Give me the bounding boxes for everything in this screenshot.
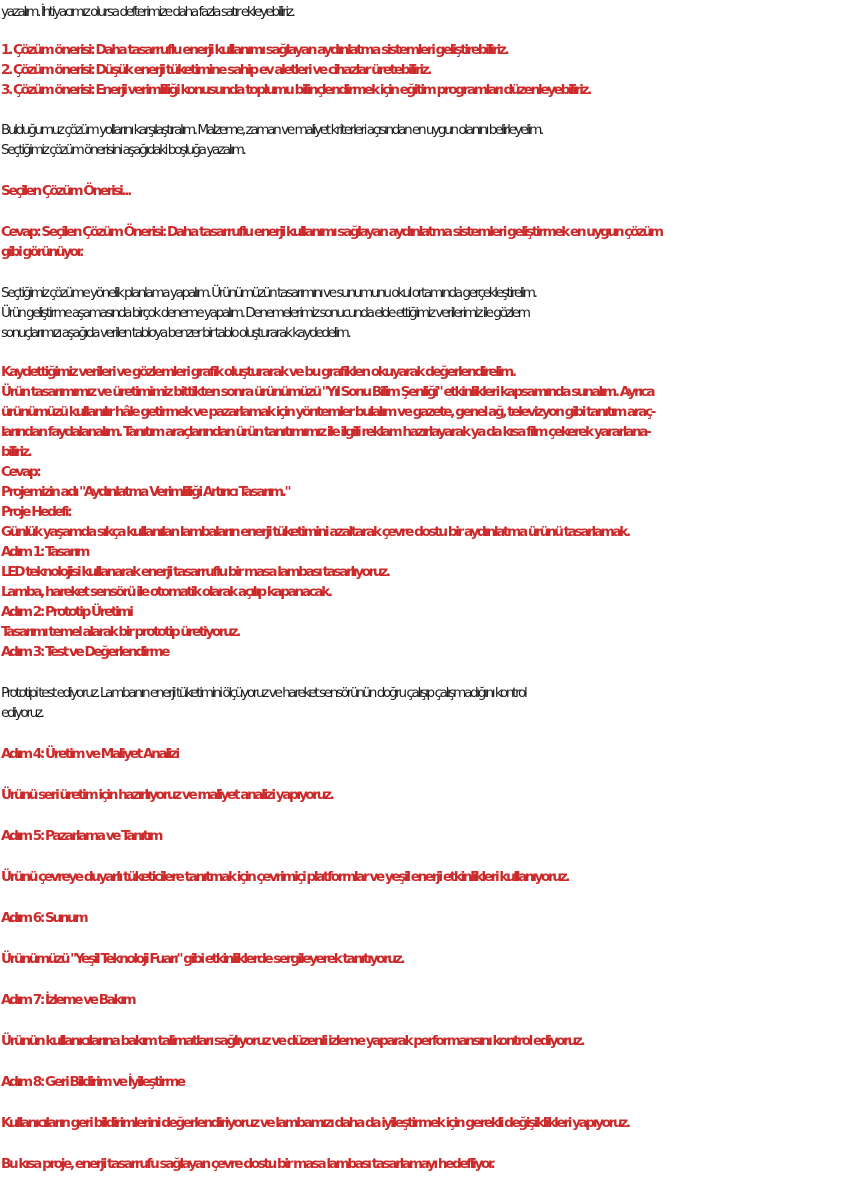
text-line: Adım 5: Pazarlama ve Tanıtım [1, 828, 162, 844]
text-block [1, 949, 864, 969]
text-block [1, 2, 864, 22]
text-line: Günlük yaşamda sıkça kullanılan lambaların enerji tüketimini azaltarak çevre dostu bir aydınlatma ürünü tasarlamak. [1, 524, 629, 540]
text-line: Cevap: [1, 464, 40, 480]
text-line: Ürünü çevreye duyarlı tüketicilere tanıtmak için çevrimiçi platformlar ve yeşil enerji etkinlikleri kullanıyoruz. [1, 869, 569, 885]
text-line: Adım 3: Test ve Değerlendirme [1, 644, 169, 660]
text-line: ediyoruz. [1, 705, 43, 721]
text-line: Adım 1: Tasarım [1, 544, 89, 560]
text-block [1, 283, 864, 343]
text-block [1, 744, 864, 764]
text-line: Tasarımı temel alarak bir prototip üretiyoruz. [1, 624, 239, 640]
text-line: Seçtiğimiz çözüm önerisini aşağıdaki boşluğa yazalım. [1, 142, 245, 158]
text-line: Kullanıcıların geri bildirimlerini değerlendiriyoruz ve lambamızı daha da iyileştirmek için gerekli değişiklikleri yapıyoruz. [1, 1115, 629, 1131]
text-line: Adım 2: Prototip Üretimi [1, 604, 132, 620]
text-line: Bu kısa proje, enerji tasarrufu sağlayan çevre dostu bir masa lambası tasarlamayı hedefliyor. [1, 1156, 494, 1172]
text-block [1, 683, 864, 723]
text-line: Ürünü seri üretim için hazırlıyoruz ve maliyet analizi yapıyoruz. [1, 787, 333, 803]
text-line: 2. Çözüm önerisi: Düşük enerji tüketimine sahip ev aletleri ve cihazlar üretebiliriz. [1, 62, 431, 78]
text-line: Ürün tasarımımız ve üretimimiz bittikten sonra ürünümüzü "Yıl Sonu Bilim Şenliği" etkinlikleri kapsamında sunalım. Ayrıca [1, 384, 654, 400]
text-line: Ürünümüzü "Yeşil Teknoloji Fuarı" gibi etkinliklerde sergileyerek tanıtıyoruz. [1, 951, 404, 967]
text-line: biliriz. [1, 444, 31, 460]
text-line: Proje Hedefi: [1, 504, 71, 520]
text-line: larından faydalanalım. Tanıtım araçlarından ürün tanıtımımız ile ilgili reklam hazırlayarak ya da kısa film çekerek yararlana- [1, 424, 650, 440]
text-block [1, 826, 864, 846]
text-line: Ürün geliştirme aşamasında birçok deneme yapalım. Denemelerimiz sonucunda elde ettiğimiz verilerimiz ile gözlem [1, 305, 529, 321]
text-line: 1. Çözüm önerisi: Daha tasarruflu enerji kullanımı sağlayan aydınlatma sistemleri geliştirebiliriz. [1, 42, 508, 58]
text-line: sonuçlarımızı aşağıda verilen tabloya benzer bir tablo oluşturarak kaydedelim. [1, 325, 350, 341]
text-line: gibi görünüyor. [1, 244, 82, 260]
text-block [1, 908, 864, 928]
text-block [1, 1031, 864, 1051]
text-line: Ürünün kullanıcılarına bakım talimatları sağlıyoruz ve düzenli izleme yaparak performansını kontrol ediyoruz. [1, 1033, 584, 1049]
text-block [1, 120, 864, 160]
text-block [1, 1113, 864, 1133]
text-line: Seçilen Çözüm Önerisi... [1, 183, 130, 199]
text-line: Adım 8: Geri Bildirim ve İyileştirme [1, 1074, 184, 1090]
text-block [1, 867, 864, 887]
text-block [1, 785, 864, 805]
text-line: Adım 6: Sunum [1, 910, 87, 926]
text-line: 3. Çözüm önerisi: Enerji verimliliği konusunda toplumu bilinçlendirmek için eğitim programları düzenleyebiliriz. [1, 82, 590, 98]
text-line: Kaydettiğimiz verileri ve gözlemleri grafik oluşturarak ve bu grafiklen okuyarak değerlendirelim. [1, 364, 515, 380]
text-block [1, 222, 864, 262]
text-line: yazalım. İhtiyacımız olursa defterimize daha fazla satır ekleyebiliriz. [1, 4, 294, 20]
text-line: ürünümüzü kullanılır hâle getirmek ve pazarlamak için yöntemler bulalım ve gazete, genel ağ, televizyon gibi tanıtım araç- [1, 404, 655, 420]
text-block [1, 362, 864, 662]
text-block [1, 40, 864, 100]
text-block [1, 1072, 864, 1092]
text-line: Lamba, hareket sensörü ile otomatik olarak açılıp kapanacak. [1, 584, 331, 600]
text-line: Cevap: Seçilen Çözüm Önerisi: Daha tasarruflu enerji kullanımı sağlayan aydınlatma sistemleri geliştirmek en uygun çözüm [1, 224, 662, 240]
text-line: Seçtiğimiz çözüme yönelik planlama yapalım. Ürünümüzün tasarımını ve sunumunu okul ortamında gerçekleştirelim. [1, 285, 536, 301]
text-block [1, 1154, 864, 1174]
text-line: Adım 7: İzleme ve Bakım [1, 992, 135, 1008]
text-line: Prototipi test ediyoruz. Lambanın enerji tüketimini ölçüyoruz ve hareket sensörünün doğru çalışıp çalışmadığını kontrol [1, 685, 526, 701]
text-line: Adım 4: Üretim ve Maliyet Analizi [1, 746, 178, 762]
text-line: Projemizin adı "Aydınlatma Verimliliği Artırıcı Tasarım." [1, 484, 290, 500]
text-line: LED teknolojisi kullanarak enerji tasarruflu bir masa lambası tasarlıyoruz. [1, 564, 389, 580]
text-block [1, 990, 864, 1010]
text-block [1, 181, 864, 201]
text-line: Bulduğumuz çözüm yollarını karşılaştıralım. Malzeme, zaman ve maliyet kriterleri açısından en uygun olanını belirleyelim. [1, 122, 543, 138]
